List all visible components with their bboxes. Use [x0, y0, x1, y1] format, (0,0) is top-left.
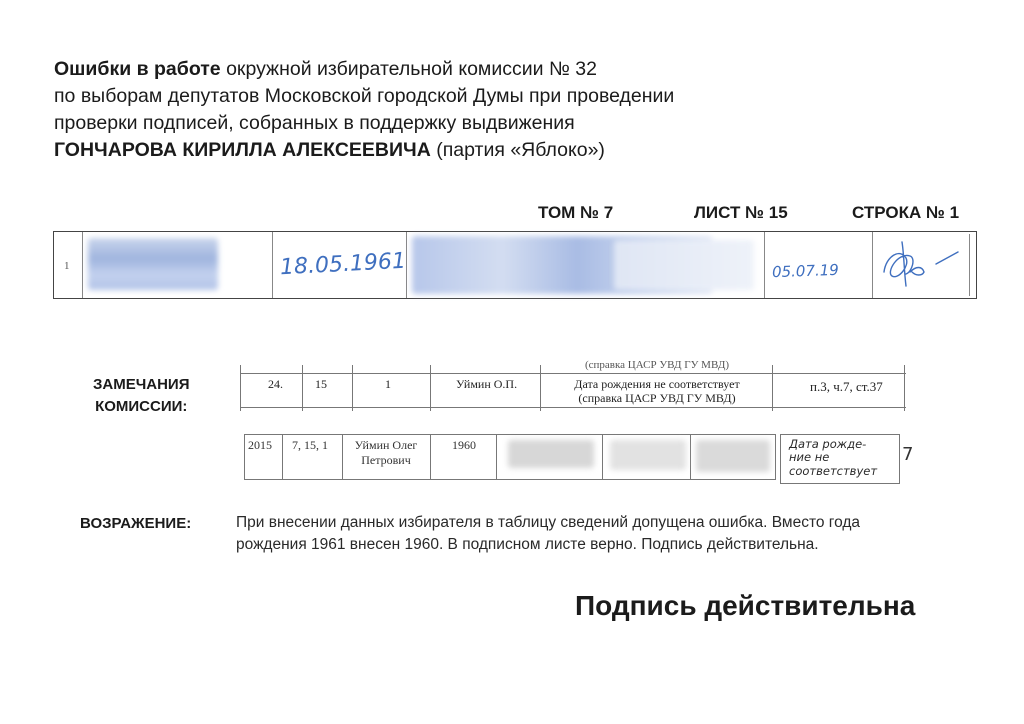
- scan-divider: [282, 434, 283, 480]
- objection-text: [236, 512, 956, 556]
- heading-commission: окружной избирательной комиссии № 32: [220, 58, 597, 80]
- handwritten-remark-3: соответствует: [789, 464, 878, 478]
- remark-reason-line-1: Дата рождения не соответствует: [574, 377, 740, 391]
- line-number: СТРОКА № 1: [852, 203, 960, 222]
- objection-line-1: При внесении данных избирателя в таблицу сведений допущена ошибка. Вместо года: [236, 514, 861, 531]
- heading-line-2: по выборам депутатов Московской городской Думы при проведении: [54, 85, 675, 107]
- scan-divider: [872, 232, 873, 298]
- scan-divider: [904, 365, 905, 411]
- remark-sheet: 15: [315, 377, 327, 391]
- redacted-field: [508, 440, 594, 468]
- scan-divider: [602, 434, 603, 480]
- scan-divider: [764, 232, 765, 298]
- remark-previous-row-text: (справка ЦАСР УВД ГУ МВД): [584, 359, 730, 371]
- verdict-title: Подпись действительна: [575, 590, 916, 621]
- scan-line: [240, 407, 906, 408]
- scan-divider: [540, 365, 541, 411]
- redacted-name: [88, 238, 218, 290]
- heading-bold-title: Ошибки в работе: [54, 58, 221, 80]
- remarks-label-line-2: КОМИССИИ:: [95, 398, 188, 415]
- remark-law-article: п.3, ч.7, ст.37: [810, 379, 883, 394]
- voter-data-table-scan: [244, 434, 914, 488]
- handwritten-remark-2: ние не: [789, 450, 830, 464]
- handwritten-remark-1: Дата рожде-: [789, 437, 867, 451]
- redacted-field: [696, 440, 770, 472]
- scan-divider: [302, 365, 303, 411]
- scan-divider: [82, 232, 83, 298]
- scan-line: [240, 373, 906, 374]
- candidate-name: ГОНЧАРОВА КИРИЛЛА АЛЕКСЕЕВИЧА: [54, 139, 431, 161]
- remark-voter-name: Уймин О.П.: [456, 377, 518, 391]
- commission-remark-scan: [240, 359, 906, 411]
- scan-divider: [430, 434, 431, 480]
- candidate-party: (партия «Яблоко»): [430, 139, 605, 161]
- redacted-passport: [614, 240, 754, 290]
- table-birth-year: 1960: [452, 438, 476, 452]
- remark-line: 1: [385, 377, 391, 391]
- remarks-label-line-1: ЗАМЕЧАНИЯ: [93, 376, 190, 393]
- scan-divider: [272, 232, 273, 298]
- redacted-field: [610, 440, 686, 470]
- handwritten-remark-box: [780, 434, 900, 484]
- document-heading: [54, 56, 814, 164]
- heading-line-3: проверки подписей, собранных в поддержку выдвижения: [54, 112, 575, 134]
- remark-reason-line-2: (справка ЦАСР УВД ГУ МВД): [578, 391, 736, 405]
- birth-date-handwritten: 18.05.1961: [279, 248, 407, 281]
- remark-number: 24.: [268, 377, 283, 391]
- scan-divider: [430, 365, 431, 411]
- scan-divider: [772, 365, 773, 411]
- table-reference: 7, 15, 1: [292, 438, 328, 452]
- heading-line-4: [54, 137, 814, 164]
- voter-signature-icon: [876, 236, 966, 294]
- table-record-id: 2015: [248, 438, 272, 452]
- scan-divider: [240, 365, 241, 411]
- objection-label: ВОЗРАЖЕНИЕ:: [80, 515, 192, 532]
- handwritten-mark: 7: [902, 444, 914, 465]
- volume-number: ТОМ № 7: [538, 203, 614, 222]
- table-voter-name-1: Уймин Олег: [354, 438, 418, 452]
- scan-divider: [496, 434, 497, 480]
- signature-sheet-scan: [53, 231, 977, 299]
- table-voter-name-2: Петрович: [361, 453, 411, 467]
- remarks-label: [93, 374, 190, 418]
- signing-date-handwritten: 05.07.19: [771, 260, 840, 282]
- scan-divider: [352, 365, 353, 411]
- scan-divider: [406, 232, 407, 298]
- scan-row-number: 1: [64, 260, 70, 272]
- scan-divider: [690, 434, 691, 480]
- heading-line-1: [54, 56, 814, 83]
- objection-line-2: рождения 1961 внесен 1960. В подписном листе верно. Подпись действительна.: [236, 536, 819, 553]
- sheet-number: ЛИСТ № 15: [694, 203, 788, 222]
